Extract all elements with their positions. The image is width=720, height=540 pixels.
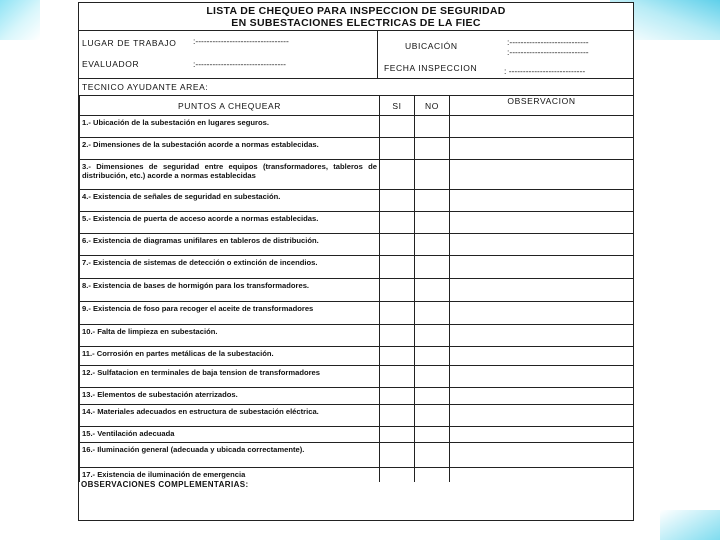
header-divider [377, 31, 378, 78]
table-row [80, 427, 634, 443]
evaluador-field[interactable]: :-------------------------------- [193, 59, 286, 69]
obs-cell-3[interactable] [450, 160, 634, 190]
obs-cell-6[interactable] [450, 234, 634, 256]
table-row [80, 279, 634, 302]
question-7: 7.- Existencia de sistemas de detección o extinción de incendios. [80, 256, 380, 279]
obs-cell-15[interactable] [450, 427, 634, 443]
no-cell-14[interactable] [415, 405, 450, 427]
question-8: 8.- Existencia de bases de hormigón para los transformadores. [80, 279, 380, 302]
corner-decoration-bottom-right [660, 510, 720, 540]
no-cell-9[interactable] [415, 302, 450, 325]
obs-cell-4[interactable] [450, 190, 634, 212]
si-cell-11[interactable] [380, 347, 415, 366]
obs-cell-14[interactable] [450, 405, 634, 427]
question-1: 1.- Ubicación de la subestación en lugares seguros. [80, 116, 380, 138]
obs-cell-13[interactable] [450, 388, 634, 405]
no-cell-5[interactable] [415, 212, 450, 234]
table-header-row [80, 96, 634, 116]
header-puntos: PUNTOS A CHEQUEAR [80, 96, 380, 116]
lugar-field[interactable]: :--------------------------------- [193, 36, 289, 46]
obs-cell-2[interactable] [450, 138, 634, 160]
table-row [80, 405, 634, 427]
table-row [80, 302, 634, 325]
question-11: 11.- Corrosión en partes metálicas de la subestación. [80, 347, 380, 366]
si-cell-8[interactable] [380, 279, 415, 302]
no-cell-13[interactable] [415, 388, 450, 405]
fecha-field[interactable]: : --------------------------- [504, 66, 586, 76]
si-cell-17[interactable] [380, 468, 415, 483]
si-cell-7[interactable] [380, 256, 415, 279]
fecha-label: FECHA INSPECCION [384, 63, 478, 73]
no-cell-1[interactable] [415, 116, 450, 138]
ubicacion-field-2[interactable]: :---------------------------- [507, 47, 589, 57]
evaluador-label: EVALUADOR [82, 59, 140, 69]
question-3: 3.- Dimensiones de seguridad entre equipos (transformadores, tableros de distribución, etc.) acorde a normas establecidas [80, 160, 380, 190]
si-cell-1[interactable] [380, 116, 415, 138]
si-cell-10[interactable] [380, 325, 415, 347]
table-row [80, 388, 634, 405]
table-row [80, 116, 634, 138]
table-row [80, 443, 634, 468]
header-observacion: OBSERVACION [450, 96, 634, 116]
obs-cell-10[interactable] [450, 325, 634, 347]
obs-cell-7[interactable] [450, 256, 634, 279]
no-cell-6[interactable] [415, 234, 450, 256]
question-10: 10.- Falta de limpieza en subestación. [80, 325, 380, 347]
si-cell-9[interactable] [380, 302, 415, 325]
no-cell-2[interactable] [415, 138, 450, 160]
table-row [80, 190, 634, 212]
corner-decoration-top-left [0, 0, 40, 40]
question-13: 13.- Elementos de subestación aterrizados. [80, 388, 380, 405]
header-si: SI [380, 96, 415, 116]
obs-cell-12[interactable] [450, 366, 634, 388]
table-row [80, 347, 634, 366]
title-line-1: LISTA DE CHEQUEO PARA INSPECCION DE SEGURIDAD [206, 5, 506, 17]
si-cell-6[interactable] [380, 234, 415, 256]
title-line-2: EN SUBESTACIONES ELECTRICAS DE LA FIEC [231, 17, 481, 29]
question-15: 15.- Ventilación adecuada [80, 427, 380, 443]
si-cell-14[interactable] [380, 405, 415, 427]
checklist-table [79, 95, 634, 482]
question-12: 12.- Sulfatacion en terminales de baja tension de transformadores [80, 366, 380, 388]
table-row [80, 160, 634, 190]
no-cell-17[interactable] [415, 468, 450, 483]
si-cell-2[interactable] [380, 138, 415, 160]
table-row [80, 256, 634, 279]
question-2: 2.- Dimensiones de la subestación acorde a normas establecidas. [80, 138, 380, 160]
ubicacion-label: UBICACIÓN [405, 41, 458, 51]
obs-cell-17[interactable] [450, 468, 634, 483]
obs-cell-16[interactable] [450, 443, 634, 468]
no-cell-8[interactable] [415, 279, 450, 302]
obs-cell-9[interactable] [450, 302, 634, 325]
no-cell-7[interactable] [415, 256, 450, 279]
obs-cell-1[interactable] [450, 116, 634, 138]
obs-cell-8[interactable] [450, 279, 634, 302]
tecnico-label: TECNICO AYUDANTE AREA: [82, 82, 209, 92]
question-9: 9.- Existencia de foso para recoger el aceite de transformadores [80, 302, 380, 325]
document-title [79, 3, 633, 31]
no-cell-3[interactable] [415, 160, 450, 190]
table-row [80, 325, 634, 347]
question-5: 5.- Existencia de puerta de acceso acorde a normas establecidas. [80, 212, 380, 234]
header-no: NO [415, 96, 450, 116]
no-cell-16[interactable] [415, 443, 450, 468]
no-cell-12[interactable] [415, 366, 450, 388]
ubicacion-field-1[interactable]: :---------------------------- [507, 37, 589, 47]
no-cell-10[interactable] [415, 325, 450, 347]
si-cell-15[interactable] [380, 427, 415, 443]
si-cell-13[interactable] [380, 388, 415, 405]
question-6: 6.- Existencia de diagramas unifilares en tableros de distribución. [80, 234, 380, 256]
header-separator [79, 78, 633, 79]
obs-cell-5[interactable] [450, 212, 634, 234]
observaciones-label: OBSERVACIONES COMPLEMENTARIAS: [81, 480, 249, 489]
table-row [80, 212, 634, 234]
lugar-label: LUGAR DE TRABAJO [82, 38, 177, 48]
si-cell-5[interactable] [380, 212, 415, 234]
table-row [80, 366, 634, 388]
si-cell-16[interactable] [380, 443, 415, 468]
si-cell-12[interactable] [380, 366, 415, 388]
si-cell-4[interactable] [380, 190, 415, 212]
table-row [80, 234, 634, 256]
question-4: 4.- Existencia de señales de seguridad en subestación. [80, 190, 380, 212]
question-17: 17.- Existencia de iluminación de emergencia [80, 468, 380, 483]
no-cell-11[interactable] [415, 347, 450, 366]
checklist-document [78, 2, 634, 521]
table-row [80, 138, 634, 160]
obs-cell-11[interactable] [450, 347, 634, 366]
no-cell-15[interactable] [415, 427, 450, 443]
si-cell-3[interactable] [380, 160, 415, 190]
question-16: 16.- Iluminación general (adecuada y ubicada correctamente). [80, 443, 380, 468]
question-14: 14.- Materiales adecuados en estructura de subestación eléctrica. [80, 405, 380, 427]
no-cell-4[interactable] [415, 190, 450, 212]
